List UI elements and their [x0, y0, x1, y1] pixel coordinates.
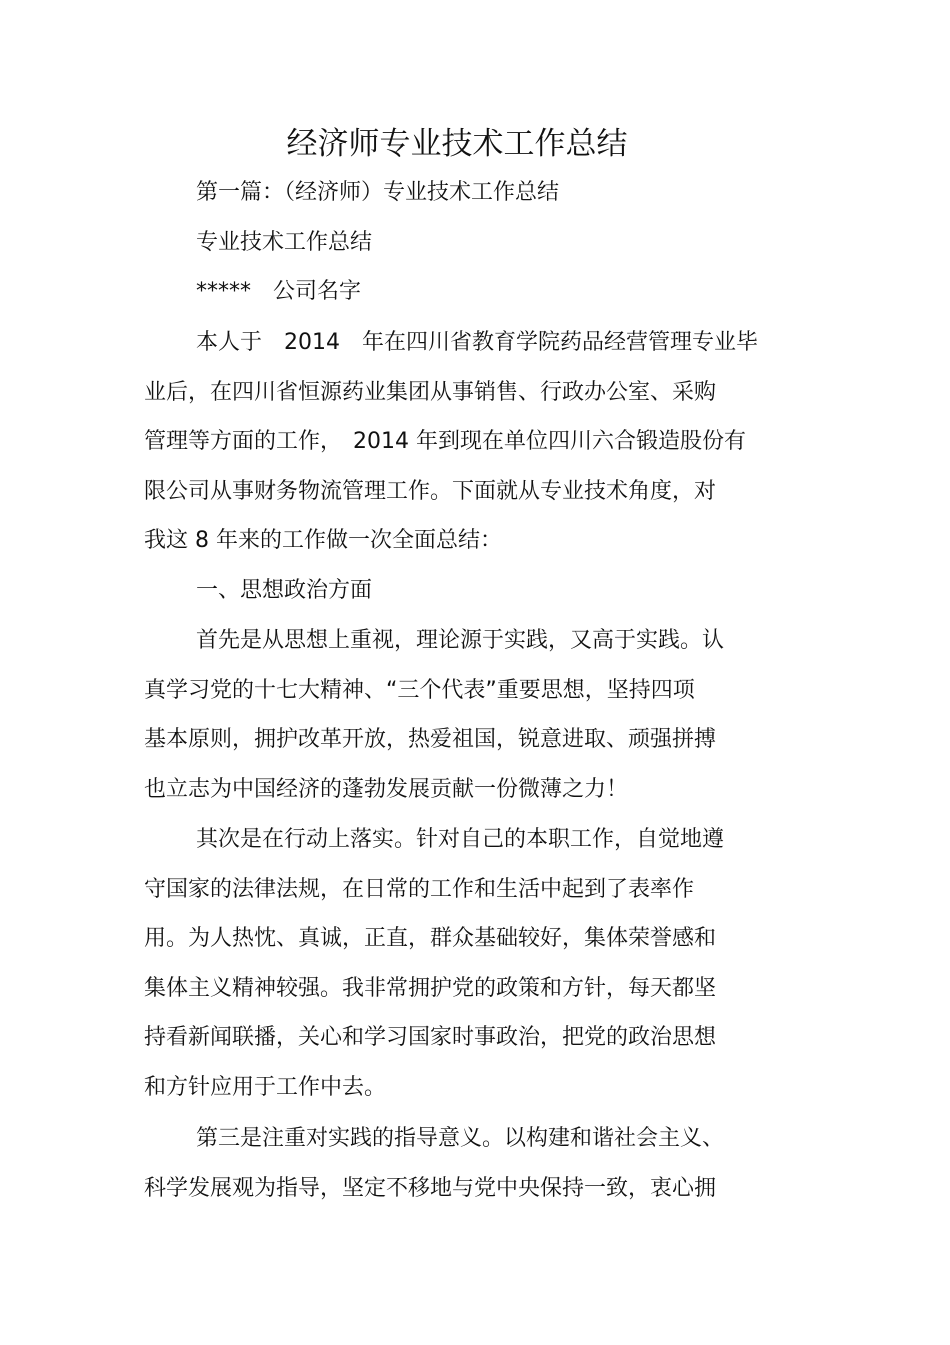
- text-line: 本人于 2014 年在四川省教育学院药品经营管理专业毕: [196, 330, 758, 355]
- text-line: 业后，在四川省恒源药业集团从事销售、行政办公室、采购: [144, 379, 717, 405]
- section-heading-politics: [144, 566, 774, 616]
- text-line: 真学习党的十七大精神、“三个代表”重要思想，坚持四项: [144, 677, 695, 703]
- paragraph-first: [144, 616, 774, 814]
- text-line: 和方针应用于工作中去。: [144, 1074, 387, 1100]
- paragraph-intro: [144, 318, 774, 566]
- text-line: 限公司从事财务物流管理工作。下面就从专业技术角度，对: [144, 478, 717, 504]
- company-line: ***** 公司名字: [196, 279, 362, 304]
- text-line: 基本原则，拥护改革开放，热爱祖国，锐意进取、顽强拼搏: [144, 727, 717, 752]
- text-line: 第三是注重对实践的指导意义。以构建和谐社会主义、: [196, 1126, 725, 1151]
- text-line: 科学发展观为指导，坚定不移地与党中央保持一致，衷心拥: [144, 1175, 717, 1201]
- paragraph-second: [144, 815, 774, 1112]
- paragraph-third: [144, 1114, 774, 1213]
- header-block: [144, 168, 774, 317]
- text-line: 集体主义精神较强。我非常拥护党的政策和方针，每天都坚: [144, 975, 717, 1001]
- text-line: 首先是从思想上重视，理论源于实践，又高于实践。认: [196, 628, 725, 653]
- text-line: 管理等方面的工作， 2014 年到现在单位四川六合锻造股份有: [144, 429, 746, 454]
- document-title: 经济师专业技术工作总结: [286, 126, 628, 162]
- text-line: 持看新闻联播，关心和学习国家时事政治，把党的政治思想: [144, 1025, 717, 1050]
- text-line: 用。为人热忱、真诚，正直，群众基础较好，集体荣誉感和: [144, 926, 717, 951]
- text-line: 我这 8 年来的工作做一次全面总结：: [144, 528, 502, 553]
- text-line: 其次是在行动上落实。针对自己的本职工作，自觉地遵: [196, 827, 725, 852]
- heading-line: 一、思想政治方面: [196, 578, 373, 603]
- section-heading: 第一篇：（经济师）专业技术工作总结: [196, 180, 560, 205]
- text-line: 也立志为中国经济的蓬勃发展贡献一份微薄之力！: [144, 776, 629, 802]
- subtitle-line: 专业技术工作总结: [196, 229, 373, 255]
- text-line: 守国家的法律法规，在日常的工作和生活中起到了表率作: [144, 876, 695, 902]
